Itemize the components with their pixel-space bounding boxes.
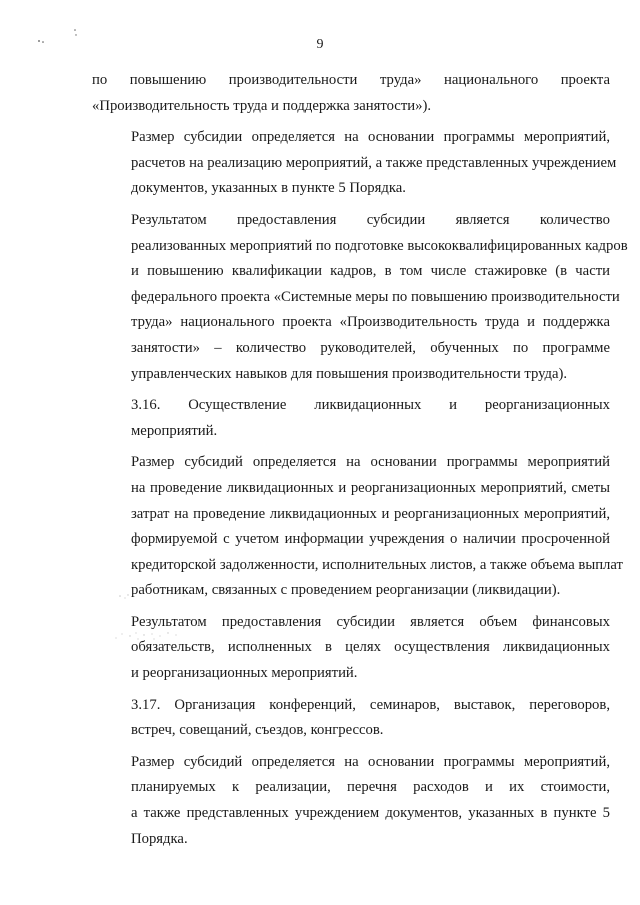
text-line: планируемых к реализации, перечня расходов и их стоимости, (131, 779, 610, 796)
text-line: документов, указанных в пункте 5 Порядка. (131, 180, 406, 197)
text-line: встреч, совещаний, съездов, конгрессов. (131, 722, 384, 739)
text-line: и повышению квалификации кадров, в том числе стажировке (в части (131, 263, 610, 280)
text-line: затрат на проведение ликвидационных и реорганизационных мероприятий, (131, 505, 610, 522)
text-line: «Производительность труда и поддержка занятости»). (92, 97, 432, 114)
text-line: реализованных мероприятий по подготовке высококвалифицированных кадров (131, 237, 628, 254)
paragraph (92, 610, 610, 687)
text-line: Размер субсидии определяется на основании программы мероприятий, (131, 129, 610, 146)
text-line: на проведение ликвидационных и реорганизационных мероприятий, сметы (131, 479, 610, 496)
text-line: мероприятий. (131, 422, 218, 439)
paragraph (92, 693, 610, 744)
paragraph (92, 208, 628, 387)
text-line: обязательств, исполненных в целях осуществления ликвидационных (131, 639, 610, 656)
text-line: Порядка. (131, 830, 188, 847)
text-line: по повышению производительности труда» национального проекта (92, 72, 610, 88)
text-line: Размер субсидий определяется на основании программы мероприятий, (131, 753, 610, 770)
text-line: работникам, связанных с проведением реорганизации (ликвидации). (131, 582, 561, 599)
text-line: а также представленных учреждением документов, указанных в пункте 5 (131, 805, 610, 822)
text-line: федерального проекта «Системные меры по повышению производительности (131, 288, 620, 305)
text-line: управленческих навыков для повышения производительности труда). (131, 365, 568, 382)
text-line: занятости» – количество руководителей, обученных по программе (131, 339, 610, 356)
paragraph (92, 393, 610, 444)
text-line: формируемой с учетом информации учреждения о наличии просроченной (131, 531, 610, 548)
text-line: и реорганизационных мероприятий. (131, 665, 358, 682)
text-line: расчетов на реализацию мероприятий, а также представленных учреждением (131, 154, 617, 171)
paragraph (92, 450, 623, 604)
paragraph (92, 68, 610, 119)
text-line: Результатом предоставления субсидии является количество (131, 211, 610, 228)
text-line: 3.16. Осуществление ликвидационных и реорганизационных (131, 397, 610, 414)
page-number: 9 (316, 37, 324, 52)
text-line: Размер субсидий определяется на основании программы мероприятий (131, 454, 610, 471)
text-line: кредиторской задолженности, исполнительных листов, а также объема выплат (131, 556, 623, 573)
text-line: труда» национального проекта «Производительность труда и поддержка (131, 314, 610, 331)
paragraph (92, 125, 617, 202)
text-line: 3.17. Организация конференций, семинаров, выставок, переговоров, (131, 696, 610, 713)
paragraph (92, 750, 610, 852)
text-line: Результатом предоставления субсидии является объем финансовых (131, 613, 610, 630)
document-body (92, 68, 628, 858)
